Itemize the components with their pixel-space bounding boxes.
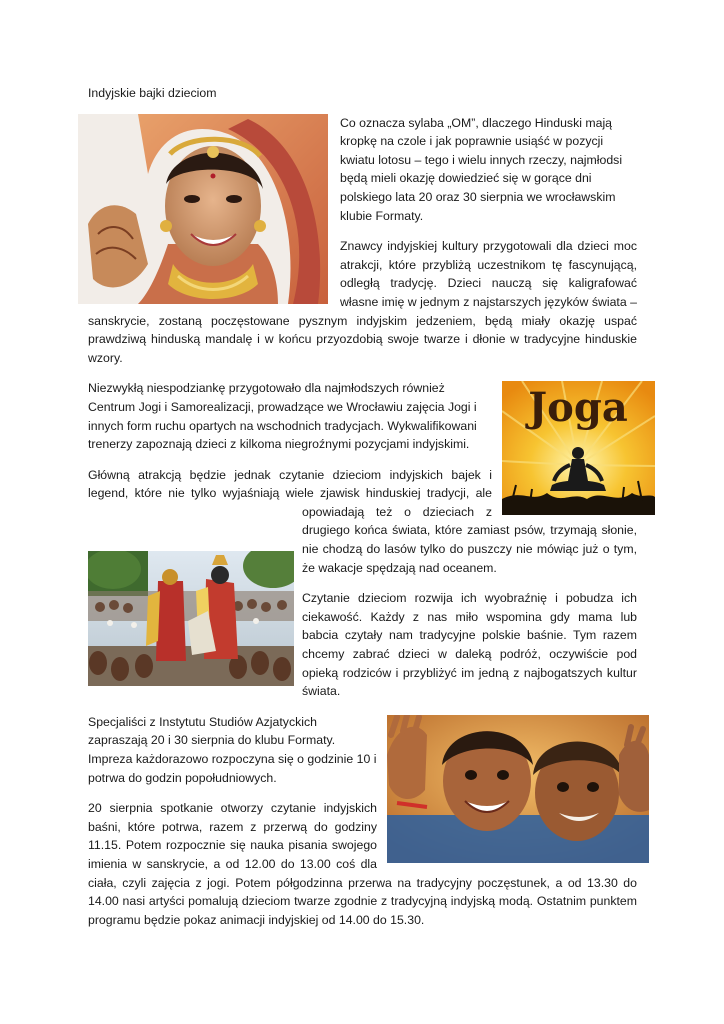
photo-smiling-children: [387, 715, 649, 863]
paragraph-3: Niezwykłą niespodziankę przygotowało dla najmłodszych również Centrum Jogi i Samorealizacji, prowadzące we Wrocławiu zajęcia Jogi i innych form ruchu opartych na wschodnich tradycjach. Wykwalifikowani trenerzy zapoznają dzieci z kilkoma niegroźnymi pozycjami indyjskimi.: [88, 381, 477, 452]
image-joga-poster: [502, 381, 655, 515]
article-title: Indyjskie bajki dzieciom: [88, 86, 217, 100]
paragraph-6: Specjaliści z Instytutu Studiów Azjatyckich zapraszają 20 i 30 sierpnia do klubu Formaty. Impreza każdorazowo rozpoczyna się o godzinie 10 i potrwa do godzin popołudniowych.: [88, 714, 377, 785]
paragraph-1: Co oznacza sylaba „OM”, dlaczego Hinduski mają kropkę na czole i jak poprawnie usiąść w pozycji kwiatu lotosu – tego i wielu innych rzeczy, najmłodsi będą mieli okazję dowiedzieć się w gorące dni polskiego lata 20 oraz 30 sierpnia we wrocławskim klubie Formaty.: [340, 115, 623, 223]
paragraph-5: Czytanie dzieciom rozwija ich wyobraźnię i pobudza ich ciekawość. Każdy z nas miło wspomina gdy mama lub babcia czytały nam tradycyjne polskie baśnie. Tym razem chcemy zabrać dzieci w daleką podróż, oczywiście pod opieką rodziców i przybliżyć im jedną z najbogatszych kultur świata.: [302, 591, 637, 699]
photo-kecak-dance: [88, 551, 294, 686]
joga-logo-text: Joga: [528, 384, 628, 432]
article: [88, 84, 637, 941]
photo-indian-bride: [78, 114, 328, 304]
paragraph-2: Znawcy indyjskiej kultury przygotowali dla dzieci moc atrakcji, które przybliżą uczestnikom tę fascynującą, odległą tradycję. Dzieci nauczą się kaligrafować własne imię w jednym z najstarszych języków świata – sanskrycie, zostaną poczęstowane pysznym indyjskim jedzeniem, będą miały okazję uspać prawdziwą hinduską mandalę i w końcu przyozdobią swoje twarze i dłonie w tradycyjne hinduskie wzory.: [88, 239, 637, 365]
paragraph-7: 20 sierpnia spotkanie otworzy czytanie indyjskich baśni, które potrwa, razem z przerwą do godziny 11.15. Potem rozpocznie się nauka pisania swojego imienia w sanskrycie, a od 12.00 do 13.00 coś dla ciała, czyli zajęcia z jogi. Potem półgodzinna przerwa na tradycyjny poczęstunek, a od 13.30 do 14.00 nasi artyści pomalują dzieciom twarze zgodnie z tradycyjną indyjską modą. Ostatnim punktem programu będzie pokaz animacji indyjskiej od 14.00 do 15.30.: [88, 801, 637, 927]
paragraph-4: Główną atrakcją będzie jednak czytanie dzieciom indyjskich bajek i legend, które nie tylko wyjaśniają wiele zjawisk hinduskiej tradycji, ale opowiadają też o dzieciach z drugiego końca świata, które zamiast psów, trzymają słonie, nie chodzą do lasów tylko do puszczy nie mówiąc już o tym, że wakacje spędzają nad oceanem.: [88, 467, 637, 575]
